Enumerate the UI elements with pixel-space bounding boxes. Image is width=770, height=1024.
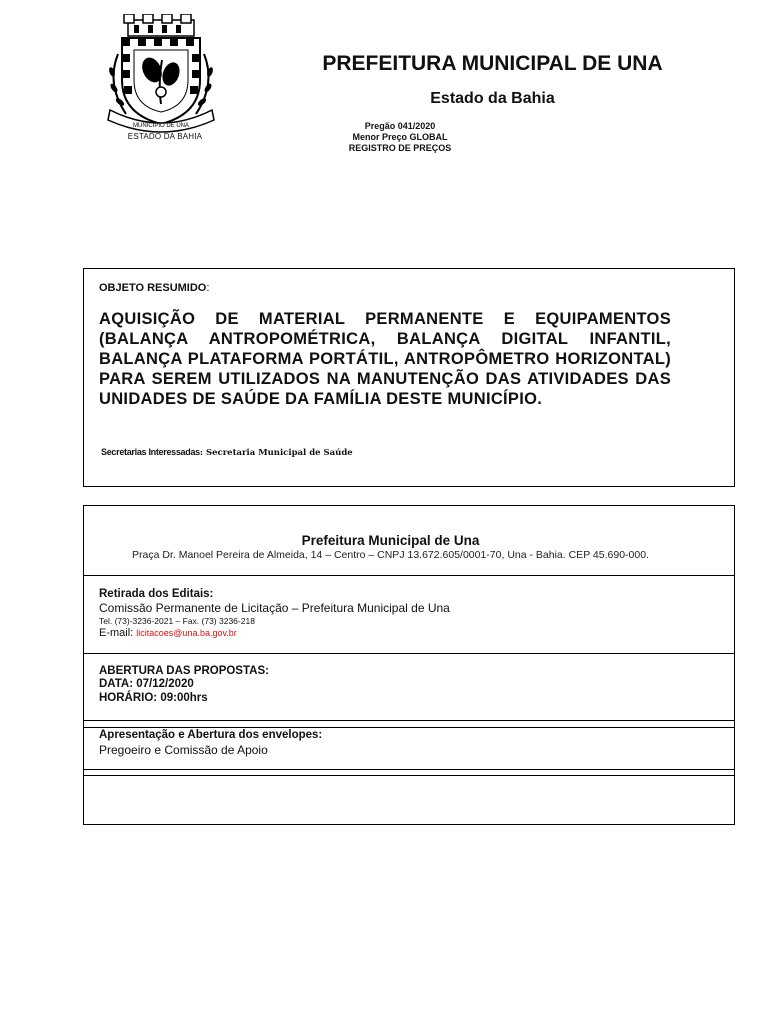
abertura-title: ABERTURA DAS PROPOSTAS: — [99, 665, 269, 677]
prefeitura-name: Prefeitura Municipal de Una — [301, 533, 480, 548]
pregao-number: Pregão 041/2020 — [364, 121, 436, 131]
secretarias-label: Secretarias Interessadas — [101, 447, 200, 457]
crest-caption: ESTADO DA BAHIA — [127, 132, 203, 141]
apresentacao-title: Apresentação e Abertura dos envelopes: — [99, 729, 323, 741]
prefeitura-address: Praça Dr. Manoel Pereira de Almeida, 14 – Centro – CNPJ 13.672.605/0001-70, Una - Bahia. CEP 45.690-000. — [132, 549, 649, 561]
page-subtitle: Estado da Bahia — [430, 90, 555, 107]
email-label: E-mail: — [99, 627, 137, 639]
abertura-horario: HORÁRIO: 09:00hrs — [99, 692, 208, 704]
criterio-julgamento: Menor Preço GLOBAL — [352, 132, 448, 142]
objeto-text: AQUISIÇÃO DE MATERIAL PERMANENTE E EQUIPAMENTOS (BALANÇA ANTROPOMÉTRICA, BALANÇA DIGITAL INFANTIL, BALANÇA PLATAFORMA PORTÁTIL, ANTROPÔMETRO HORIZONTAL) PARA SEREM UTILIZADOS NA MANUTENÇÃO DAS ATIVIDADES DAS UNIDADES DE SAÚDE DA FAMÍLIA DESTE MUNICÍPIO. — [99, 310, 671, 408]
divider — [83, 769, 735, 770]
divider — [83, 720, 735, 721]
retirada-telefone: Tel. (73)-3236-2021 – Fax. (73) 3236-218 — [99, 616, 255, 626]
divider — [83, 575, 735, 576]
retirada-comissao: Comissão Permanente de Licitação – Prefeitura Municipal de Una — [99, 601, 450, 615]
email-link[interactable]: licitacoes@una.ba.gov.br — [136, 628, 237, 638]
retirada-title: Retirada dos Editais: — [99, 588, 214, 600]
divider — [83, 775, 735, 776]
secretarias-value: : Secretaria Municipal de Saúde — [199, 448, 353, 458]
apresentacao-text: Pregoeiro e Comissão de Apoio — [99, 743, 268, 757]
page-title: PREFEITURA MUNICIPAL DE UNA — [322, 52, 663, 75]
divider — [83, 727, 735, 728]
objeto-label: OBJETO RESUMIDO: — [99, 282, 210, 294]
crest-motto: MUNICÍPIO DE UNA — [132, 123, 190, 129]
municipal-coat-of-arms — [100, 14, 222, 142]
abertura-data: DATA: 07/12/2020 — [99, 678, 194, 690]
registro-precos: REGISTRO DE PREÇOS — [348, 143, 452, 153]
secretarias-interessadas — [101, 447, 353, 458]
divider — [83, 653, 735, 654]
retirada-email — [99, 627, 237, 639]
